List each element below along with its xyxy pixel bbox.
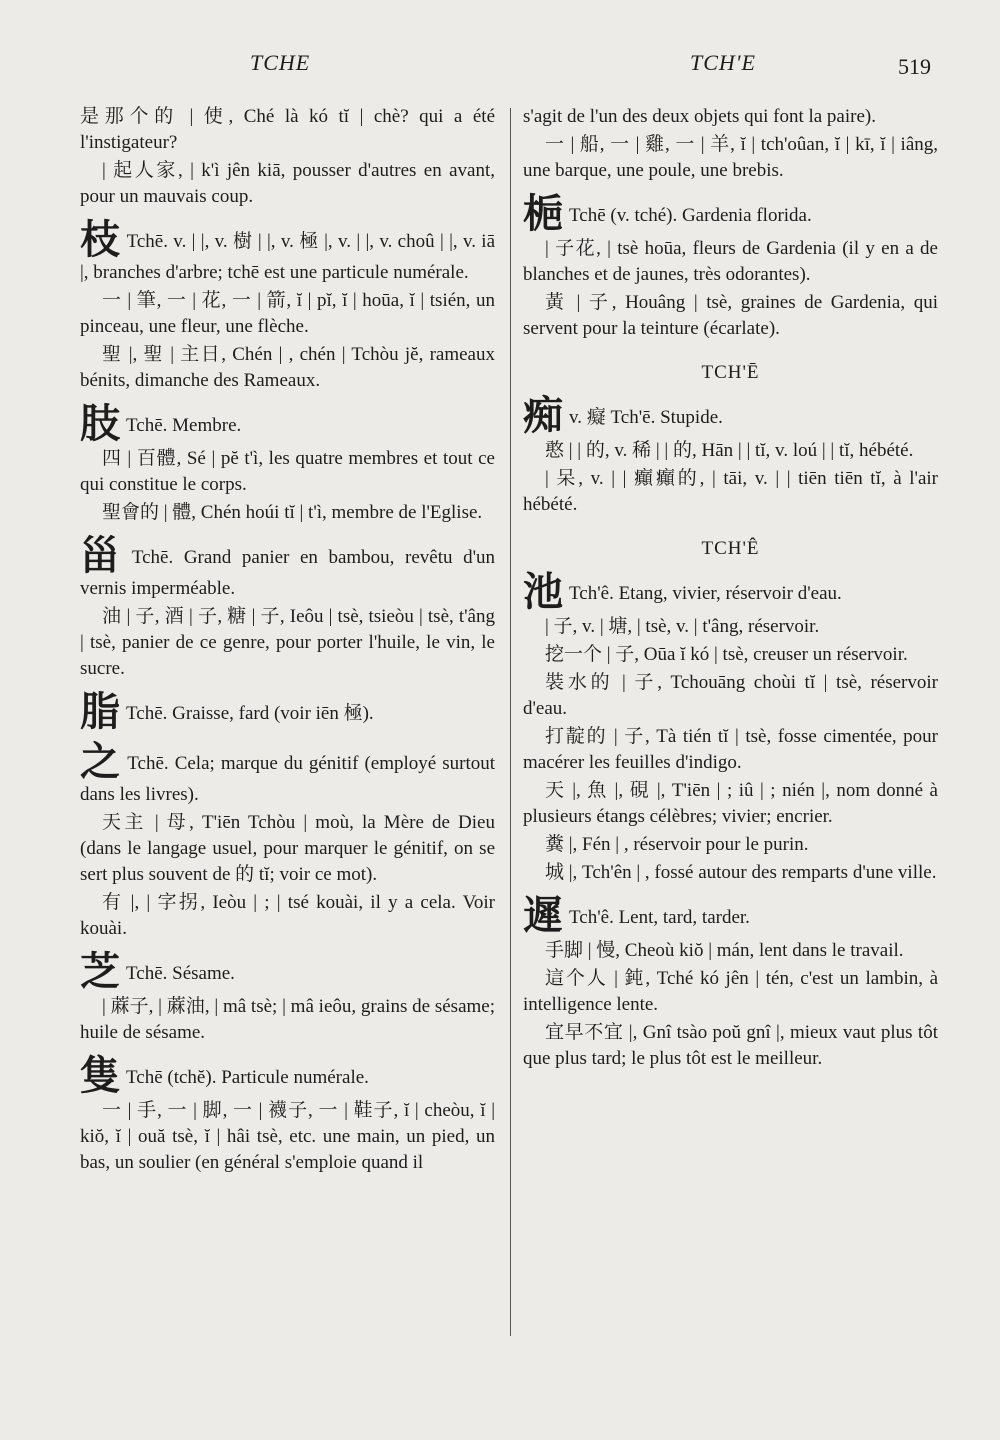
entry-paragraph xyxy=(523,1020,938,1072)
entry-example: 宜早不宜 |, Gnî tsào poŭ gnî |, mieux vaut plus tôt que plus tard; le plus tôt est le meilleur. xyxy=(523,1022,938,1069)
entry-example: 天 |, 魚 |, 硯 |, T'iēn | ; iû | ; nién |, nom donné à plusieurs étangs célèbres; vivier; encrier. xyxy=(523,780,938,827)
entry-example: 裝水的 | 子, Tchouāng choùi tĭ | tsè, réservoir d'eau. xyxy=(523,672,938,719)
entry-example: 手脚 | 慢, Cheoù kiŏ | mán, lent dans le travail. xyxy=(545,940,904,961)
dictionary-entry xyxy=(80,217,495,394)
entry-example: 一 | 筆, 一 | 花, 一 | 箭, ĭ | pĭ, ĭ | hoūa, ĭ | tsién, un pinceau, une fleur, une flèche. xyxy=(80,290,495,337)
entry-paragraph xyxy=(523,966,938,1018)
entry-definition: Tchē. Grand panier en bambou, revêtu d'un vernis imperméable. xyxy=(80,547,496,599)
entry-paragraph xyxy=(523,569,938,615)
entry-definition: Tchē. Membre. xyxy=(126,415,242,436)
dictionary-entry xyxy=(80,533,496,682)
entry-definition: Tchē. Cela; marque du génitif (employé surtout dans les livres). xyxy=(80,753,496,805)
entry-definition: v. 癡 Tch'ē. Stupide. xyxy=(569,407,723,428)
headword-character: 芝 xyxy=(80,949,120,995)
entry-paragraph xyxy=(80,446,495,498)
dictionary-entry xyxy=(523,104,938,184)
entry-paragraph xyxy=(80,994,495,1046)
entry-example: 天主 | 母, T'iēn Tchòu | moù, la Mère de Dieu (dans le langage usuel, pour marquer le génitif, on se sert plus souvent de 的 tĭ; voir ce mot). xyxy=(80,812,495,885)
entry-example: | 蔴子, | 蔴油, | mâ tsè; | mâ ieôu, grains de sésame; huile de sésame. xyxy=(80,996,495,1043)
dictionary-entry xyxy=(523,893,938,1072)
headword-character: 隻 xyxy=(80,1053,120,1099)
entry-paragraph xyxy=(80,689,495,735)
dictionary-entry xyxy=(80,689,495,735)
headword-character: 痴 xyxy=(523,393,563,439)
entry-example: 糞 |, Fén | , réservoir pour le purin. xyxy=(545,834,809,855)
entry-paragraph xyxy=(523,614,938,640)
entry-paragraph xyxy=(80,1053,495,1099)
entry-paragraph xyxy=(80,500,495,526)
headword-character: 池 xyxy=(523,569,563,615)
entry-paragraph xyxy=(80,890,495,942)
entry-example: 這个人 | 鈍, Tché kó jên | tén, c'est un lambin, à intelligence lente. xyxy=(523,968,938,1015)
entry-paragraph xyxy=(523,393,938,439)
dictionary-entry xyxy=(80,1053,495,1176)
entry-paragraph xyxy=(523,860,938,886)
entry-example: 一 | 船, 一 | 雞, 一 | 羊, ĭ | tch'oûan, ĭ | kī, ĭ | iâng, une barque, une poule, une brebis. xyxy=(523,134,938,181)
entry-example: 憨 | | 的, v. 稀 | | 的, Hān | | tĭ, v. loú | | tĭ, hébété. xyxy=(545,440,914,461)
entry-paragraph xyxy=(80,158,495,210)
headword-character: 脂 xyxy=(80,689,120,735)
dictionary-entry xyxy=(80,739,496,942)
dictionary-entry xyxy=(523,569,938,886)
entry-example: 打靛的 | 子, Tà tién tĭ | tsè, fosse cimentée, pour macérer les feuilles d'indigo. xyxy=(523,726,938,773)
entry-definition: Tchē. v. | |, v. 樹 | |, v. 極 |, v. | |, v. choû | |, v. iā |, branches d'arbre; tchē est une particule numérale. xyxy=(80,231,495,283)
entry-example: 四 | 百體, Sé | pĕ t'ì, les quatre membres et tout ce qui constitue le corps. xyxy=(80,448,495,495)
entry-example: 油 | 子, 酒 | 子, 糖 | 子, Ieôu | tsè, tsieòu | tsè, t'âng | tsè, panier de ce genre, pour porter l'huile, le vin, le sucre. xyxy=(80,606,495,679)
entry-paragraph xyxy=(523,466,938,518)
headword-character: 甾 xyxy=(80,533,126,579)
left-column xyxy=(80,104,495,1182)
dictionary-entry xyxy=(80,104,495,210)
entry-example: 是那个的 | 使, Ché là kó tĭ | chè? qui a été l'instigateur? xyxy=(80,106,495,153)
running-head-right: TCH'E xyxy=(690,50,756,75)
section-heading: TCH'Ē xyxy=(701,362,760,383)
entry-example: | 子花, | tsè hoūa, fleurs de Gardenia (il y en a de blanches et de jaunes, très odorantes). xyxy=(523,238,938,285)
headword-character: 梔 xyxy=(523,191,563,237)
entry-example: | 呆, v. | | 癲癲的, | tāi, v. | | tiēn tiēn tĭ, à l'air hébété. xyxy=(523,468,938,515)
entry-paragraph xyxy=(80,949,495,995)
entry-paragraph xyxy=(523,290,938,342)
entry-example: 挖一个 | 子, Oūa ĭ kó | tsè, creuser un réservoir. xyxy=(545,644,908,665)
right-column xyxy=(523,104,938,1078)
entry-paragraph xyxy=(523,893,938,939)
entry-paragraph xyxy=(80,739,496,808)
entry-paragraph xyxy=(80,288,495,340)
entry-paragraph xyxy=(80,104,495,156)
entry-paragraph xyxy=(80,401,495,447)
running-head xyxy=(0,50,1000,80)
entry-paragraph xyxy=(523,191,938,237)
entry-paragraph xyxy=(523,670,938,722)
entry-example: | 子, v. | 塘, | tsè, v. | t'âng, réservoir. xyxy=(545,616,820,637)
entry-paragraph xyxy=(523,724,938,776)
entry-definition: Tchē. Graisse, fard (voir iēn 極). xyxy=(126,703,374,724)
entry-paragraph xyxy=(80,604,495,682)
headword-character: 枝 xyxy=(80,217,121,263)
headword-character: 之 xyxy=(80,739,122,785)
entry-paragraph xyxy=(523,104,938,130)
entry-paragraph xyxy=(523,642,938,668)
entry-paragraph xyxy=(80,533,496,602)
page-number: 519 xyxy=(898,54,931,79)
entry-paragraph xyxy=(523,438,938,464)
dictionary-entry xyxy=(523,191,938,342)
entry-example: s'agit de l'un des deux objets qui font la paire). xyxy=(523,106,876,127)
column-divider xyxy=(510,108,511,1336)
dictionary-entry xyxy=(80,401,495,526)
entry-example: 一 | 手, 一 | 脚, 一 | 襪子, 一 | 鞋子, ĭ | cheòu, ĭ | kiŏ, ĭ | ouă tsè, ĭ | hâi tsè, etc. une main, un pied, un bas, un soulier (en général s'emploie quand il xyxy=(80,1100,495,1173)
entry-paragraph xyxy=(80,342,495,394)
section-heading: TCH'Ê xyxy=(701,538,760,559)
headword-character: 肢 xyxy=(80,401,120,447)
dictionary-entry xyxy=(80,949,495,1046)
entry-paragraph xyxy=(523,938,938,964)
entry-example: 黃 | 子, Houâng | tsè, graines de Gardenia, qui servent pour la teinture (écarlate). xyxy=(523,292,938,339)
dictionary-entry xyxy=(523,393,938,518)
entry-example: 有 |, | 字拐, Ieòu | ; | tsé kouài, il y a cela. Voir kouài. xyxy=(80,892,495,939)
entry-definition: Tch'ê. Lent, tard, tarder. xyxy=(569,907,750,928)
entry-definition: Tchē. Sésame. xyxy=(126,963,235,984)
entry-example: 城 |, Tch'ên | , fossé autour des remparts d'une ville. xyxy=(545,862,937,883)
entry-paragraph xyxy=(523,832,938,858)
entry-paragraph xyxy=(80,1098,495,1176)
entry-example: | 起人家, | k'ì jên kiā, pousser d'autres en avant, pour un mauvais coup. xyxy=(80,160,495,207)
headword-character: 遲 xyxy=(523,893,563,939)
entry-paragraph xyxy=(80,217,495,286)
entry-paragraph xyxy=(523,236,938,288)
entry-definition: Tchē (tchĕ). Particule numérale. xyxy=(126,1067,369,1088)
running-head-left: TCHE xyxy=(250,50,311,75)
entry-paragraph xyxy=(80,810,495,888)
entry-example: 聖會的 | 體, Chén hoúi tĭ | t'ì, membre de l'Eglise. xyxy=(102,502,483,523)
entry-example: 聖 |, 聖 | 主日, Chén | , chén | Tchòu jĕ, rameaux bénits, dimanche des Rameaux. xyxy=(80,344,495,391)
entry-definition: Tch'ê. Etang, vivier, réservoir d'eau. xyxy=(569,583,842,604)
entry-paragraph xyxy=(523,132,938,184)
entry-definition: Tchē (v. tché). Gardenia florida. xyxy=(569,205,812,226)
entry-paragraph xyxy=(523,778,938,830)
